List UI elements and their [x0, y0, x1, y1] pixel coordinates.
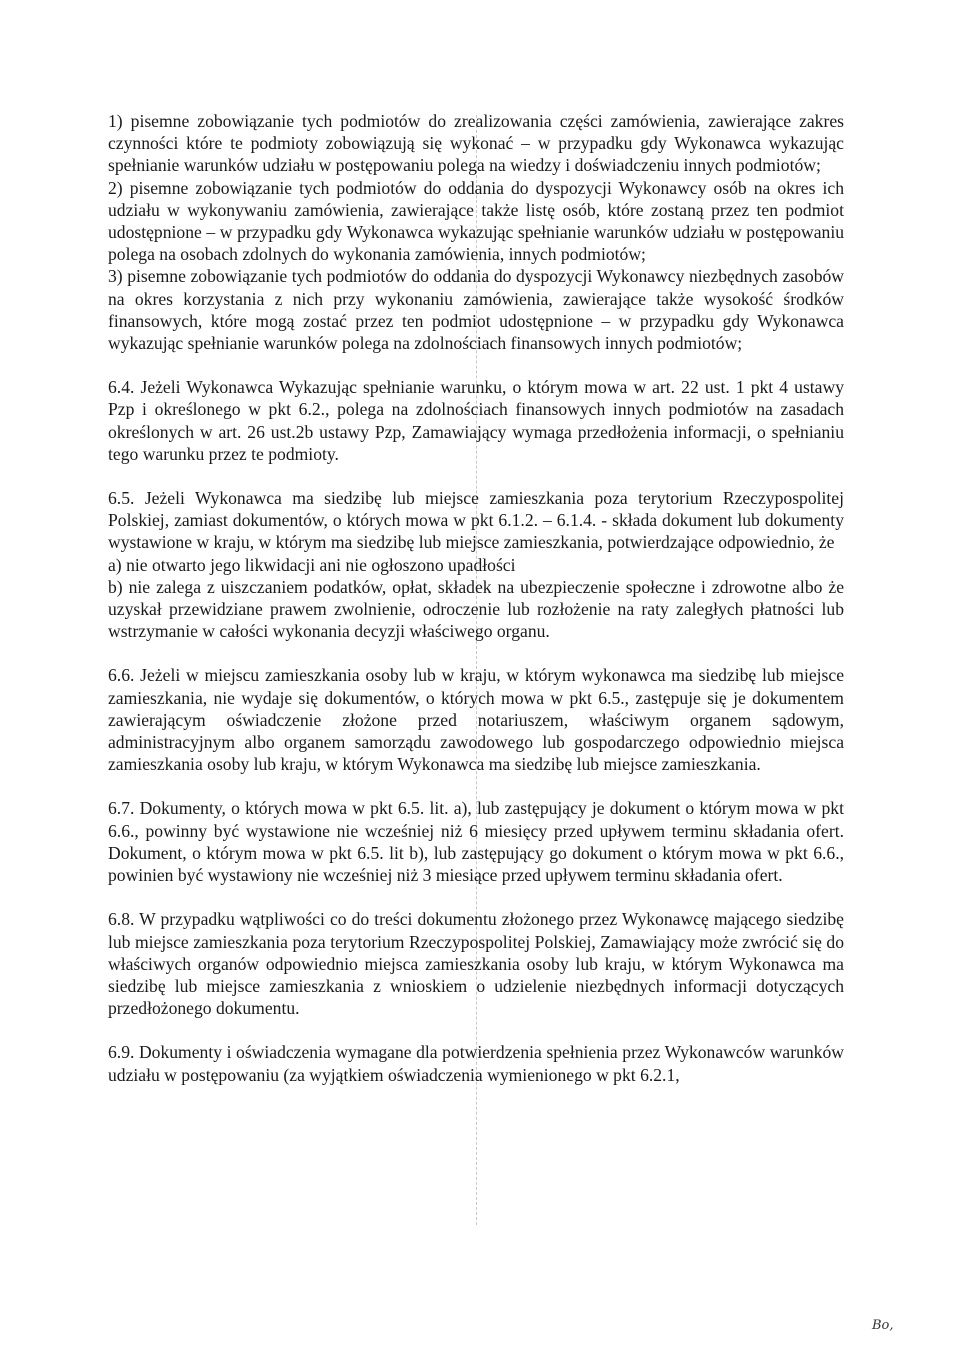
section-6-9-paragraph: 6.9. Dokumenty i oświadczenia wymagane dla potwierdzenia spełnienia przez Wykonawców warunków udziału w postępowaniu (za wyjątkiem oświadczenia wymienionego w pkt 6.2.1,: [108, 1042, 844, 1085]
document-page: [108, 110, 844, 1086]
item-2-paragraph: 2) pisemne zobowiązanie tych podmiotów do oddania do dyspozycji Wykonawcy osób na okres ich udziału w wykonywaniu zamówienia, zawierające także listę osób, które zostaną przez ten podmiot udostępnione – w przypadku gdy Wykonawca wykazując spełnianie warunków udziału w postępowaniu polega na osobach zdolnych do wykonania zamówienia, innych podmiotów;: [108, 177, 844, 265]
section-6-5-point-b: b) nie zalega z uiszczaniem podatków, opłat, składek na ubezpieczenie społeczne i zdrowotne albo że uzyskał przewidziane prawem zwolnienie, odroczenie lub rozłożenie na raty zaległych płatności lub wstrzymanie w całości wykonania decyzji właściwego organu.: [108, 576, 844, 642]
section-6-6-paragraph: 6.6. Jeżeli w miejscu zamieszkania osoby lub w kraju, w którym wykonawca ma siedzibę lub miejsce zamieszkania, nie wydaje się dokumentów, o których mowa w pkt 6.5., zastępuje się je dokumentem zawierającym oświadczenie złożone przed notariuszem, właściwym organem sądowym, administracyjnym albo organem samorządu zawodowego lub gospodarczego odpowiednio miejsca zamieszkania osoby lub kraju, w którym Wykonawca ma siedzibę lub miejsce zamieszkania.: [108, 665, 844, 775]
section-6-7-paragraph: 6.7. Dokumenty, o których mowa w pkt 6.5. lit. a), lub zastępujący je dokument o którym mowa w pkt 6.6., powinny być wystawione nie wcześniej niż 6 miesięcy przed upływem terminu składania ofert. Dokument, o którym mowa w pkt 6.5. lit b), lub zastępujący go dokument o którym mowa w pkt 6.6., powinien być wystawiony nie wcześniej niż 3 miesiące przed upływem terminu składania ofert.: [108, 798, 844, 886]
section-6-5-point-a: a) nie otwarto jego likwidacji ani nie ogłoszono upadłości: [108, 554, 516, 575]
section-6-4-paragraph: 6.4. Jeżeli Wykonawca Wykazując spełnianie warunku, o którym mowa w art. 22 ust. 1 pkt 4 ustawy Pzp i określonego w pkt 6.2., polega na zdolnościach finansowych innych podmiotów na zasadach określonych w art. 26 ust.2b ustawy Pzp, Zamawiający wymaga przedłożenia informacji, o spełnianiu tego warunku przez te podmioty.: [108, 377, 844, 464]
section-6-8-paragraph: 6.8. W przypadku wątpliwości co do treści dokumentu złożonego przez Wykonawcę mającego siedzibę lub miejsce zamieszkania poza terytorium Rzeczypospolitej Polskiej, Zamawiający może zwrócić się do właściwych organów odpowiednio miejsca zamieszkania osoby lub kraju, w którym Wykonawca ma siedzibę lub miejsce zamieszkania z wnioskiem o udzielenie niezbędnych informacji dotyczących przedłożonego dokumentu.: [108, 909, 844, 1019]
item-1-paragraph: 1) pisemne zobowiązanie tych podmiotów do zrealizowania części zamówienia, zawierające zakres czynności które te podmioty zobowiązują się wykonać – w przypadku gdy Wykonawca wykazując spełnianie warunków udziału w postępowaniu polega na wiedzy i doświadczeniu innych podmiotów;: [108, 111, 844, 176]
handwritten-initials: Bo,: [872, 1318, 894, 1333]
item-3-paragraph: 3) pisemne zobowiązanie tych podmiotów do oddania do dyspozycji Wykonawcy niezbędnych zasobów na okres korzystania z nich przy wykonaniu zamówienia, zawierające także wysokość środków finansowych, które mogą zostać przez ten podmiot udostępnione – w przypadku gdy Wykonawca wykazując spełnianie warunków polega na zdolnościach finansowych innych podmiotów;: [108, 266, 844, 354]
section-6-5-paragraph: 6.5. Jeżeli Wykonawca ma siedzibę lub miejsce zamieszkania poza terytorium Rzeczypospolitej Polskiej, zamiast dokumentów, o których mowa w pkt 6.1.2. – 6.1.4. - składa dokument lub dokumenty wystawione w kraju, w którym ma siedzibę lub miejsce zamieszkania, potwierdzające odpowiednio, że: [108, 488, 844, 553]
